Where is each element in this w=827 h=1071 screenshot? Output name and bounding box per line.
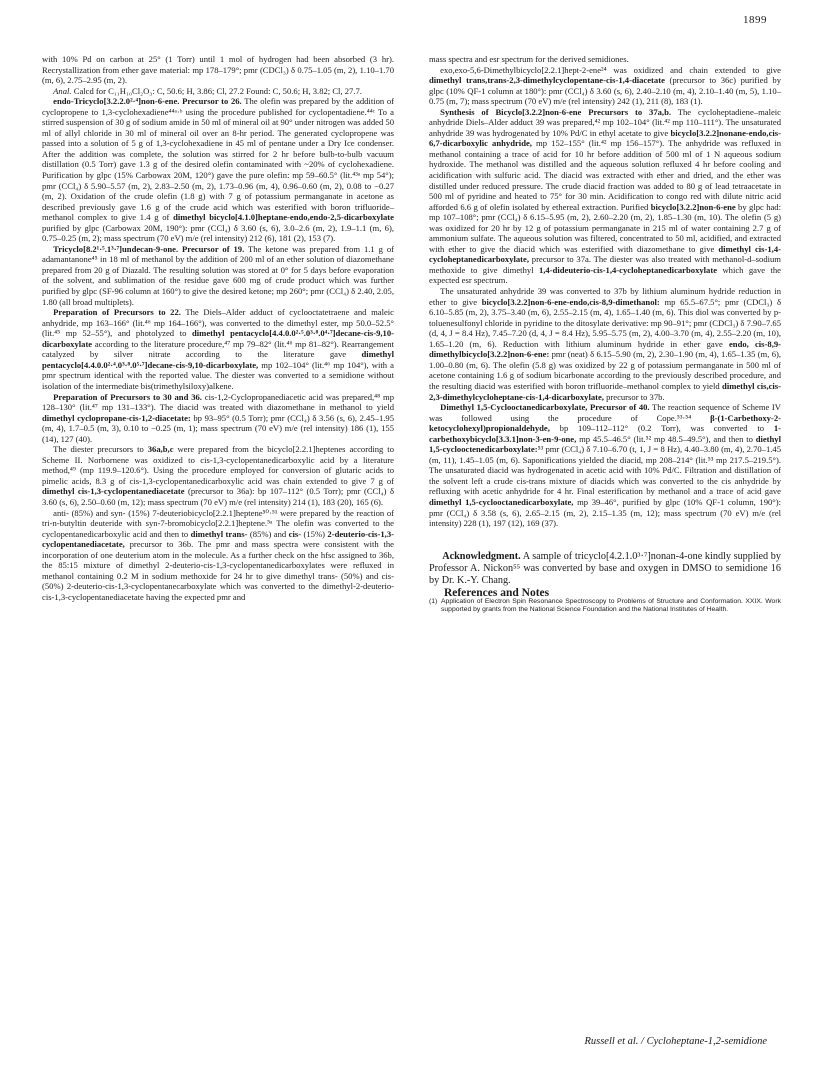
body-paragraph xyxy=(42,444,394,507)
reference-text: Application of Electron Spin Resonance Spectroscopy to Problems of Structure and Conformation. XXIX. Work supported by grants from the National Science Foundation and the National Institutes of Health. xyxy=(441,598,781,614)
compound-name: 2-deuterio-cis-1,3-cyclopentanediacetate, xyxy=(42,528,394,550)
body-text: pmr (neat) δ 6.15–5.90 (m, 2), 2.30–1.90 (m, 4), 1.65–1.35 (m, 6), 1.00–0.80 (m, 6). The olefin (5.8 g) was oxidized by 22 g of potassium permanganate in 500 ml of acetone containing 1.6 g of sodium bicarbonate according to the previously described procedure, and the resulting diacid was esterified with boron trifluoride–methanol complex to yield xyxy=(429,349,781,391)
body-text: anti- (85%) and syn- (15%) 7-deuteriobicyclo[2.2.1]heptene⁵⁰·⁵¹ were prepared by the reaction of tri-n-butyltin deuteride with syn-7-bromobicyclo[2.2.1]heptene.⁵ᵃ The olefin was converted to the cyclopentanedicarboxylic acid and then to xyxy=(42,507,394,539)
body-text: The Diels–Alder adduct of cyclooctatetraene and maleic anhydride, mp 163–166° (lit.⁴⁶ mp 164–166°), was converted to the dimethyl ester, mp 50.0–52.5° (lit.⁴⁵ mp 52–55°), and photolyzed to xyxy=(42,307,394,339)
compound-name: dimethyl pentacyclo[4.4.0.0²·⁴.0³·⁸.0⁵·⁷]decane-cis-9,10-dicarboxylate, xyxy=(42,349,394,370)
compound-name: dimethyl 1,5-cyclooctanedicarboxylate, xyxy=(429,496,574,507)
compound-name: bicyclo[3.2.2]non-6-ene-endo,cis-8,9-dimethanol: xyxy=(481,296,660,307)
compound-name: cis- xyxy=(288,528,302,539)
compound-label: 36a,b,c xyxy=(147,444,174,455)
compound-name: dimethyl bicyclo[4.1.0]heptane-endo,endo-2,5-dicarboxylate xyxy=(173,212,394,223)
compound-name: bicyclo[3.2.2]non-6-ene xyxy=(650,201,736,212)
reference-item xyxy=(429,598,781,615)
compound-name: dimethyl trans,trans-2,3-dimethylcyclopentane-cis-1,4-diacetate xyxy=(429,75,665,86)
body-paragraph xyxy=(429,286,781,402)
anal-text: Calcd for C₁₁H₁₀Cl₂O₃: C, 50.6; H, 3.86; Cl, 27.2 Found: C, 50.6; H, 3.82; Cl, 27.7. xyxy=(71,85,362,96)
compound-name: 1,4-dideuterio-cis-1,4-cycloheptanedicarboxylate xyxy=(538,264,718,275)
body-text: (15%) xyxy=(301,528,328,539)
body-text: mp 102–104° (lit.⁴⁶ mp 104°), with a pmr spectrum identical with the reported value. The diester was converted to a semidione without isolation of the intermediate bis(trimethylsiloxy)alkene. xyxy=(42,359,394,391)
compound-name: diethyl 1,5-cyclooctenedicarboxylate: xyxy=(429,433,781,455)
body-text: bp 93–95° (0.5 Torr); pmr (CCl₄) δ 3.56 (s, 6), 2.45–1.95 (m, 4), 1.7–0.5 (m, 3), 0.10 to −0.25 (m, 1); mass spectrum (70 eV) m/e (rel intensity) 186 (1), 155 (14), 127 (40). xyxy=(42,412,394,444)
acknowledgment-paragraph xyxy=(429,551,781,588)
body-paragraph xyxy=(429,107,781,286)
body-paragraph xyxy=(42,307,394,391)
compound-heading: Tricyclo[8.2¹·⁵.1³·⁷]undecan-9-one. Precursor of 19. xyxy=(53,243,245,254)
body-text: precursor to 37a. The diester was also treated with methanol-d–sodium methoxide to give dimethyl xyxy=(429,254,781,275)
body-text: The cycloheptadiene–maleic anhydride Diels–Alder adduct 39 was prepared,⁴² mp 102–104° (lit.⁴² mp 110–111°). The unsaturated anhydride 39 was hydrogenated by 10% Pd/C in ethyl acetate to give xyxy=(429,106,781,138)
body-text: cis-1,2-Cyclopropanediacetic acid was prepared,⁴⁸ mp 128–130° (lit.⁴⁷ mp 131–133°). The diacid was treated with diazomethane in methanol to yield xyxy=(42,391,394,413)
acknowledgment-heading: Acknowledgment. xyxy=(442,550,521,562)
right-text-column xyxy=(429,54,781,615)
body-paragraph xyxy=(42,244,394,307)
body-text: (precursor to 36c) purified by glpc (10% QF-1 column at 180°): pmr (CCl₄) δ 3.60 (s, 6), 2.40–2.10 (m, 4), 2.10–1.40 (m, 5), 1.10–0.75 (m, 7); mass spectrum (70 eV) m/e (rel intensity) 242 (1), 211 (8), 183 (1). xyxy=(429,75,781,107)
compound-name: dimethyl pentacyclo[4.4.0.0²·⁵.0³·⁸.0⁴·⁷]decane-cis-9,10-dicarboxylate xyxy=(42,328,395,349)
compound-name: bicyclo[3.2.2]nonane-endo,cis-6,7-dicarboxylic anhydride, xyxy=(429,127,781,149)
body-paragraph xyxy=(429,402,781,529)
reference-number: (1) xyxy=(429,598,438,606)
body-paragraph xyxy=(42,508,394,603)
body-text: mp 152–155° (lit.⁴² mp 156–157°). The anhydride was refluxed in methanol containing a trace of acid for 10 hr before addition of 500 ml of 1 N aqueous sodium hydroxide. The methanol was distilled and the aqueous solution refluxed 4 hr before cooling and acidification with sulfuric acid. The diacid was extracted with ether and dried, and the ether was distilled under reduced pressure. The crude diacid fraction was added to 80 g of lead tetraacetate in 500 ml of pyridine and heated to 75° for 30 min. Acidification to congo red with dilute nitric acid afforded 6.6 g of olefin isolated by ethereal extraction. Purified xyxy=(429,138,782,212)
compound-name: β-(1-Carbethoxy-2-ketocyclohexyl)propionaldehyde, xyxy=(429,412,781,434)
body-text: exo,exo-5,6-Dimethylbicyclo[2.2.1]hept-2-ene²⁴ was oxidized and chain extended to give xyxy=(440,64,781,75)
section-run-in-heading: Preparation of Precursors to 22. xyxy=(53,307,181,318)
compound-name: dimethyl cis-1,3-cyclopentanediacetate xyxy=(42,486,185,497)
references-heading: References and Notes xyxy=(443,586,550,599)
body-text: bp 109–112–112° (0.2 Torr), was converted to xyxy=(549,423,774,434)
body-text: The reaction sequence of Scheme IV was followed using the procedure of Cope.⁵³·⁵⁴ xyxy=(429,402,781,423)
body-text: precursor to 36b. The pmr and mass spectra were consistent with the incorporation of one deuterium atom in the molecule. As a further check on the hfsc assigned to 36b, the 85:15 mixture of dimethyl 2-deuterio-cis-1,3-cyclopentanedicarboxylates were refluxed in methanol containing 0.2 M in sodium methoxide for 24 hr to give dimethyl trans- (50%) and cis- (50%) 2-deuterio-cis-1,3-cyclopentanecarboxylate which was converted to the dimethyl-2-deuterio-cis-1,3-cyclopentanediacetate having the expected pmr and xyxy=(42,539,394,602)
body-text: (precursor to 36a): bp 107–112° (0.5 Torr); pmr (CCl₄) δ 3.60 (s, 6), 2.50–0.60 (m, 12); mass spectrum (70 eV) m/e (rel intensity) 214 (1), 183 (20), 165 (6). xyxy=(42,486,394,507)
body-text: The ketone was prepared from 1.1 g of adamantanone⁴⁵ in 18 ml of methanol by the addition of 200 ml of an ether solution of diazomethane prepared from 20 g of Diazald. The resulting solution was stored at 0° for 5 days before evaporation of the solvent, and sublimation of the residue gave 600 mg of crude product which was further purified by glpc (SF-96 column at 160°) to give the desired ketone; mp 260°; pmr (CCl₄) δ 2.40, 2.05, 1.80 (all broad multiplets). xyxy=(42,243,395,307)
section-run-in-heading: Synthesis of Bicyclo[3.2.2]non-6-ene Precursors to 37a,b. xyxy=(440,106,672,117)
acknowledgment-text: A sample of tricyclo[4.2.1.0³·⁷]nonan-4-one kindly supplied by Professor A. Nickon⁵⁵ was converted by base and oxygen in DMSO to semidione 16 by Dr. K.-Y. Chang. xyxy=(429,550,781,587)
body-text: mp 39–46°, purified by glpc (10% QF-1 column, 190°): pmr (CCl₄) δ 3.58 (s, 6), 2.65–2.15 (m, 2), 2.15–1.35 (m, 12); mass spectrum (70 eV) m/e (rel intensity) 228 (1), 197 (12), 169 (37). xyxy=(429,496,781,529)
body-text: The olefin was prepared by the addition of cyclopropene to 1,3-cyclohexadiene⁴⁴ᵃ·ᵇ using the procedure published for cyclopentadiene.⁴⁴ᶜ To a stirred suspension of 30 g of sodium amide in 50 ml of mineral oil at 90° under nitrogen was added 50 ml of allyl chloride in 30 ml of mineral oil over an 8-hr period. The generated cyclopropene was passed into a solution of 5 g of 1,3-cyclohexadiene in 45 ml of pentane under a Dry Ice condenser. After the addition was complete, the solution was stirred for 2 hr before bulb-to-bulb vacuum distillation (0.5 Torr) gave 1.3 g of the desired olefin contaminated with ~20% of cyclohexadiene. Purification by glpc (15% Carbowax 20M, 120°) gave the pure olefin: mp 59–60.5° (lit.⁴³ᵃ mp 54°); pmr (CCl₄) δ 5.90–5.57 (m, 2), 2.83–2.50 (m, 2), 1.73–0.96 (m, 4), 0.96–0.60 (m, 2), 0.08 to −0.27 (m, 2). Oxidation of the crude olefin (1.8 g) with 7 g of potassium permanganate in acetone as described previously gave 1.6 g of the crude acid which was esterified with boron trifluoride–methanol complex to give 1.4 g of xyxy=(42,96,394,223)
compound-name: endo, cis-8,9-dimethylbicyclo[3.2.2]non-6-ene: xyxy=(429,338,781,360)
body-paragraph xyxy=(42,392,394,445)
compound-name: 1-carbethoxybicyclo[3.3.1]non-3-en-9-one, xyxy=(429,423,781,444)
running-footer: Russell et al. / Cycloheptane-1,2-semidione xyxy=(584,1036,767,1047)
body-text: ⁵³ pmr (CCl₄) δ 7.10–6.70 (t, 1, J = 8 Hz), 4.40–3.80 (m, 4), 2.70–1.45 (m, 11), 1.45–1.05 (m, 6). Saponifications yielded the diacid, mp 208–214° (lit.⁵³ mp 217.5–219.5°). The unsaturated diacid was hydrogenated in acetic acid with 10% Pd/C. Filtration and distillation of the solvent left a crude cis-trans mixture of diacids which was converted to the cis anhydride by refluxing with acetic anhydride for 4 hr. Final esterification by methanol and a trace of acid gave xyxy=(429,444,781,497)
body-text: were prepared from the bicyclo[2.2.1]heptenes according to Scheme II. Norbornene was oxidized to cis-1,3-cyclopentanedicarboxylic acid by a literature method,⁴⁹ (mp 119.9–120.6°). Using the procedure employed for conversion of glutaric acids to pimelic acids, 8.3 g of cis-1,3-cyclopentanedicarboxylic acid was chain extended to give 7 g of xyxy=(42,444,394,486)
body-text: The diester precursors to xyxy=(53,444,148,455)
compound-name: dimethyl cyclopropane-cis-1,2-diacetate: xyxy=(42,412,191,423)
body-text: mp 65.5–67.5°; pmr (CDCl₃) δ 6.10–5.85 (m, 2), 3.75–3.40 (m, 6), 2.55–2.15 (m, 4), 1.65–1.40 (m, 6). This diol was converted by p-toluenesulfonyl chloride in pyridine to the ditosylate derivative: mp 90–91°; pmr (CDCl₃) δ 7.90–7.65 (d, 4, J = 8.4 Hz), 7.45–7.20 (d, 4, J = 8.4 Hz), 5.95–5.75 (m, 2), 4.00–3.70 (m, 4), 2.55–2.20 (m, 10), 1.65–1.20 (m, 6). Reduction with lithium aluminum hydride in ether gave xyxy=(429,296,781,349)
body-text: purified by glpc (Carbowax 20M, 190°): pmr (CCl₄) δ 3.60 (s, 6), 3.0–2.6 (m, 2), 1.9–1.1 (m, 6), 0.75–0.25 (m, 2); mass spectrum (70 eV) m/e (rel intensity) 212 (6), 181 (2), 153 (7). xyxy=(42,222,394,244)
body-text: mp 45.5–46.5° (lit.⁵² mp 48.5–49.5°), and then to xyxy=(576,433,756,444)
section-run-in-heading: Preparation of Precursors to 30 and 36. xyxy=(53,391,202,402)
anal-label: Anal. xyxy=(53,85,72,96)
compound-name: dimethyl cis-1,4-cycloheptanedicarboxylate, xyxy=(429,243,781,265)
body-paragraph: mass spectra and esr spectrum for the derived semidiones. xyxy=(429,54,629,64)
body-paragraph: with 10% Pd on carbon at 25° (1 Torr) until 1 mol of hydrogen had been absorbed (3 hr). Recrystallization from ether gave material: mp 178–179°; pmr (CDCl₃) δ 0.75–1.05 (m, 2), 1.10–1.70 (m, 6), 2.75–2.95 (m, 2). xyxy=(42,54,394,86)
compound-name: dimethyl cis,cis-2,3-dimethylcycloheptane-cis-1,4-dicarboxylate, xyxy=(429,380,781,402)
compound-heading: endo-Tricyclo[3.2.2.0²·⁴]non-6-ene. Precursor to 26. xyxy=(53,96,242,107)
body-text: by glpc had: mp 107–108°; pmr (CCl₄) δ 6.15–5.95 (m, 2), 2.60–2.20 (m, 2), 1.85–1.30 (m, 10). The olefin (5 g) was oxidized for 20 hr by 12 g of potassium permanganate in 215 ml of water containing 2.7 g of ammonium sulfate. The aqueous solution was filtered, concentrated to 50 ml, acidified, and extracted with ether to give the diacid which was esterified with diazomethane to give xyxy=(429,201,781,254)
analysis-paragraph xyxy=(42,86,394,97)
body-paragraph xyxy=(42,96,394,244)
body-text: The unsaturated anhydride 39 was converted to 37b by lithium aluminum hydride reduction in ether to give xyxy=(429,286,781,307)
body-paragraph xyxy=(429,65,781,107)
body-text: precursor to 37b. xyxy=(603,391,665,402)
body-text: which gave the expected esr spectrum. xyxy=(429,264,781,286)
body-text: according to the literature procedure,⁴⁷ mp 79–82° (lit.⁴⁶ mp 81–82°). Rearrangement catalyzed by silver nitrate according to the literature gave xyxy=(42,338,394,360)
left-text-column xyxy=(42,54,394,602)
compound-name: dimethyl trans- xyxy=(190,528,248,539)
body-text: (85%) and xyxy=(247,528,289,539)
page-number: 1899 xyxy=(743,14,767,26)
section-run-in-heading: Dimethyl 1,5-Cyclooctanedicarboxylate, Precursor of 40. xyxy=(440,402,650,413)
